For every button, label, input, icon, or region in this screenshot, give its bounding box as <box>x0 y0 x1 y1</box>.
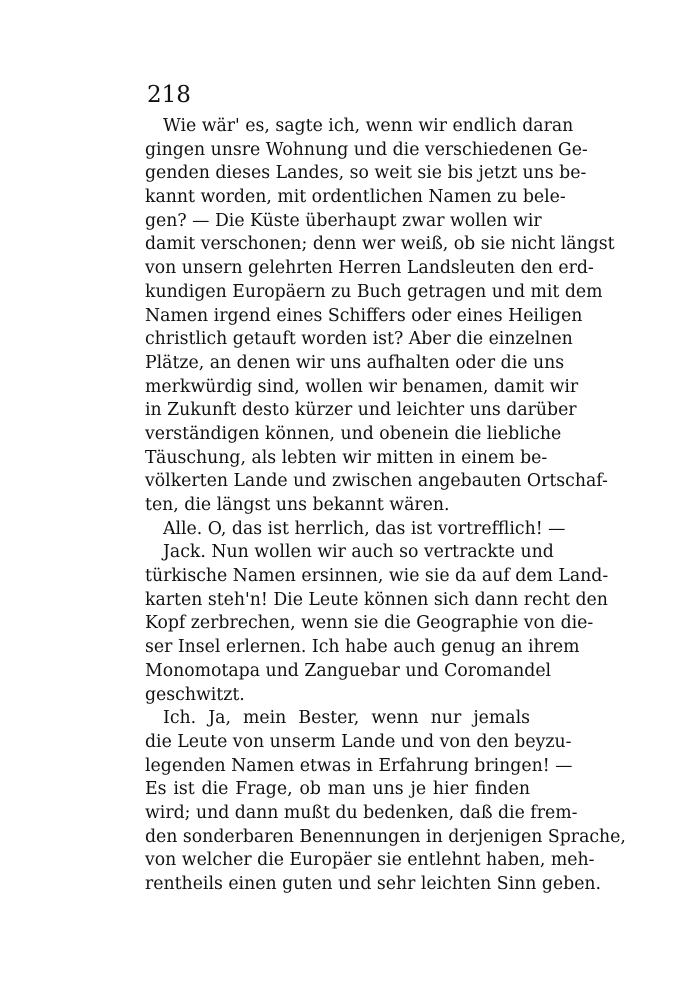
text-line: christlich getauft worden ist? Aber die einzelnen <box>145 329 573 350</box>
text-line: karten steh'n! Die Leute können sich dann recht den <box>145 589 608 610</box>
text-line: die Leute von unserm Lande und von den beyzu- <box>145 731 572 752</box>
text-line: merkwürdig sind, wollen wir benamen, damit wir <box>145 376 579 397</box>
text-line: türkische Namen ersinnen, wie sie da auf dem Land- <box>145 566 609 587</box>
text-line: ten, die längst uns bekannt wären. <box>145 495 450 515</box>
text-line: Kopf zerbrechen, wenn sie die Geographie von die- <box>145 613 594 634</box>
text-line: genden dieses Landes, so weit sie bis jetzt uns be- <box>145 163 587 184</box>
text-line: Täuschung, als lebten wir mitten in einem be- <box>145 447 548 468</box>
text-line: wird; und dann mußt du bedenken, daß die frem- <box>145 802 578 823</box>
text-line: geschwitzt. <box>145 684 245 705</box>
page-number: 218 <box>147 82 191 108</box>
text-line: von welcher die Europäer sie entlehnt haben, meh- <box>145 850 595 871</box>
text-line: legenden Namen etwas in Erfahrung bringen! — <box>145 755 573 776</box>
text-line: verständigen können, und obenein die liebliche <box>145 423 562 444</box>
text-line: in Zukunft desto kürzer und leichter uns darüber <box>145 400 577 421</box>
text-line: kundigen Europäern zu Buch getragen und mit dem <box>145 281 603 302</box>
text-line: von unsern gelehrten Herren Landsleuten den erd- <box>145 258 594 279</box>
text-line: Alle. O, das ist herrlich, das ist vortrefflich! — <box>163 518 566 539</box>
text-line: Jack. Nun wollen wir auch so vertrackte und <box>163 542 554 563</box>
text-line: gen? — Die Küste überhaupt zwar wollen wir <box>145 210 542 231</box>
text-line: den sonderbaren Benennungen in derjenigen Sprache, <box>145 826 626 847</box>
text-line: ser Insel erlernen. Ich habe auch genug an ihrem <box>145 637 580 658</box>
text-line: damit verschonen; denn wer weiß, ob sie nicht längst <box>145 234 615 255</box>
text-line: Monomotapa und Zanguebar und Coromandel <box>145 660 552 681</box>
text-line: Namen irgend eines Schiffers oder eines Heiligen <box>145 305 583 326</box>
text-line: völkerten Lande und zwischen angebauten Ortschaf- <box>145 471 608 492</box>
text-line: Es ist die Frage, ob man uns je hier finden <box>145 779 530 800</box>
text-line: Plätze, an denen wir uns aufhalten oder die uns <box>145 352 565 373</box>
body-text <box>145 115 626 897</box>
text-line: Wie wär' es, sagte ich, wenn wir endlich daran <box>163 116 574 136</box>
text-line: gingen unsre Wohnung und die verschiedenen Ge- <box>145 139 588 160</box>
text-line: Ich. Ja, mein Bester, wenn nur jemals <box>163 708 530 729</box>
text-line: rentheils einen guten und sehr leichten Sinn geben. <box>145 874 602 894</box>
text-line: kannt worden, mit ordentlichen Namen zu bele- <box>145 187 566 208</box>
